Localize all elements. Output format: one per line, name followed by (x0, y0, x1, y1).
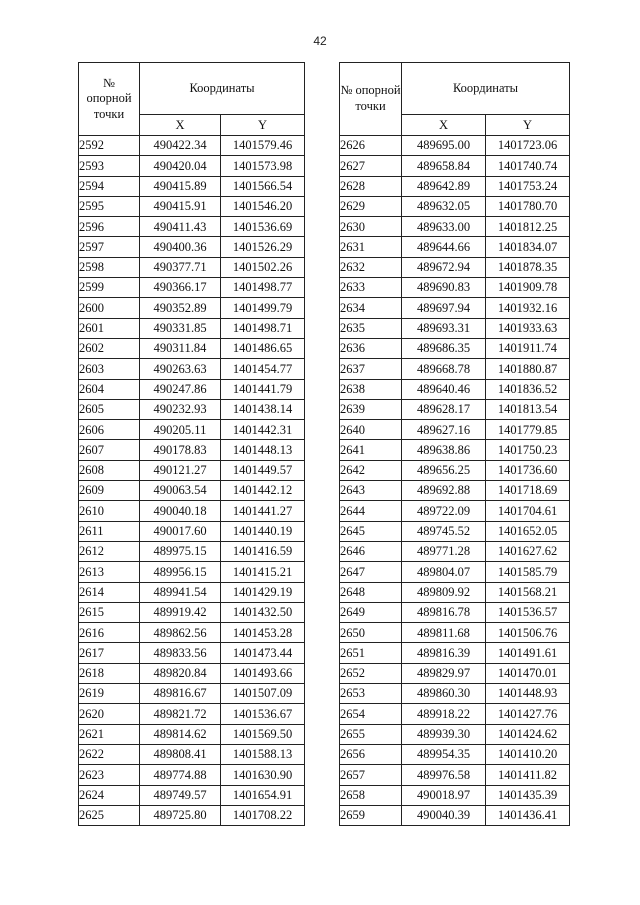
table-row (79, 379, 305, 399)
y-coordinate-cell: 1401836.52 (486, 379, 570, 399)
table-row (340, 399, 570, 419)
point-number-header: № опорной точки (340, 63, 402, 136)
x-coordinate-cell: 489633.00 (402, 217, 486, 237)
table-row (340, 237, 570, 257)
y-coordinate-cell: 1401442.12 (221, 481, 305, 501)
page-number: 42 (313, 34, 327, 48)
y-coordinate-cell: 1401878.35 (486, 257, 570, 277)
x-coordinate-cell: 489814.62 (140, 724, 221, 744)
point-number-cell: 2624 (79, 785, 140, 805)
x-coordinate-cell: 489642.89 (402, 176, 486, 196)
y-coordinate-cell: 1401454.77 (221, 359, 305, 379)
point-number-cell: 2647 (340, 562, 402, 582)
x-coordinate-cell: 489918.22 (402, 704, 486, 724)
y-coordinate-cell: 1401506.76 (486, 623, 570, 643)
x-coordinate-cell: 490040.39 (402, 805, 486, 825)
table-row (79, 440, 305, 460)
x-coordinate-cell: 490352.89 (140, 298, 221, 318)
point-number-cell: 2616 (79, 623, 140, 643)
x-coordinate-cell: 489954.35 (402, 744, 486, 764)
y-coordinate-cell: 1401585.79 (486, 562, 570, 582)
x-coordinate-cell: 489749.57 (140, 785, 221, 805)
coordinates-table-right (339, 62, 570, 826)
y-coordinate-cell: 1401440.19 (221, 521, 305, 541)
point-number-cell: 2639 (340, 399, 402, 419)
table-row (340, 196, 570, 216)
y-coordinate-cell: 1401432.50 (221, 602, 305, 622)
point-number-cell: 2645 (340, 521, 402, 541)
y-coordinate-cell: 1401932.16 (486, 298, 570, 318)
y-coordinate-cell: 1401911.74 (486, 338, 570, 358)
x-coordinate-cell: 490205.11 (140, 420, 221, 440)
x-coordinate-cell: 489632.05 (402, 196, 486, 216)
table-row (79, 481, 305, 501)
table-row (79, 684, 305, 704)
table-row (79, 805, 305, 825)
x-coordinate-cell: 489829.97 (402, 663, 486, 683)
point-number-cell: 2621 (79, 724, 140, 744)
table-row (79, 562, 305, 582)
point-number-cell: 2656 (340, 744, 402, 764)
y-coordinate-cell: 1401740.74 (486, 156, 570, 176)
table-row (79, 359, 305, 379)
point-number-cell: 2601 (79, 318, 140, 338)
y-coordinate-cell: 1401507.09 (221, 684, 305, 704)
point-number-cell: 2631 (340, 237, 402, 257)
point-number-cell: 2620 (79, 704, 140, 724)
point-number-cell: 2600 (79, 298, 140, 318)
point-number-cell: 2651 (340, 643, 402, 663)
x-coordinate-cell: 489658.84 (402, 156, 486, 176)
table-row (340, 318, 570, 338)
table-row (79, 460, 305, 480)
x-coordinate-cell: 489686.35 (402, 338, 486, 358)
table-row (340, 582, 570, 602)
y-coordinate-cell: 1401435.39 (486, 785, 570, 805)
x-coordinate-cell: 489862.56 (140, 623, 221, 643)
y-coordinate-cell: 1401579.46 (221, 136, 305, 156)
x-coordinate-cell: 490422.34 (140, 136, 221, 156)
point-number-cell: 2607 (79, 440, 140, 460)
y-coordinate-cell: 1401834.07 (486, 237, 570, 257)
y-coordinate-cell: 1401566.54 (221, 176, 305, 196)
x-coordinate-cell: 490018.97 (402, 785, 486, 805)
point-number-cell: 2611 (79, 521, 140, 541)
point-number-cell: 2596 (79, 217, 140, 237)
y-coordinate-cell: 1401813.54 (486, 399, 570, 419)
point-number-cell: 2623 (79, 765, 140, 785)
x-coordinate-cell: 489808.41 (140, 744, 221, 764)
y-coordinate-cell: 1401424.62 (486, 724, 570, 744)
point-number-cell: 2606 (79, 420, 140, 440)
point-number-cell: 2646 (340, 541, 402, 561)
table-row (340, 298, 570, 318)
point-number-cell: 2612 (79, 541, 140, 561)
table-row (340, 765, 570, 785)
point-number-cell: 2618 (79, 663, 140, 683)
point-number-cell: 2648 (340, 582, 402, 602)
x-coordinate-cell: 490400.36 (140, 237, 221, 257)
table-row (79, 623, 305, 643)
table-row (340, 541, 570, 561)
x-coordinate-cell: 489975.15 (140, 541, 221, 561)
x-coordinate-cell: 490247.86 (140, 379, 221, 399)
y-coordinate-cell: 1401411.82 (486, 765, 570, 785)
y-coordinate-cell: 1401498.77 (221, 278, 305, 298)
table-row (79, 399, 305, 419)
table-row (340, 623, 570, 643)
point-number-cell: 2638 (340, 379, 402, 399)
y-coordinate-cell: 1401736.60 (486, 460, 570, 480)
table-row (340, 562, 570, 582)
table-row (79, 785, 305, 805)
point-number-cell: 2608 (79, 460, 140, 480)
table-row (340, 521, 570, 541)
y-coordinate-cell: 1401491.61 (486, 643, 570, 663)
x-coordinate-cell: 489774.88 (140, 765, 221, 785)
y-coordinate-cell: 1401654.91 (221, 785, 305, 805)
y-coordinate-cell: 1401933.63 (486, 318, 570, 338)
y-header: Y (486, 115, 570, 136)
y-coordinate-cell: 1401588.13 (221, 744, 305, 764)
point-number-cell: 2644 (340, 501, 402, 521)
table-row (340, 602, 570, 622)
x-coordinate-cell: 490263.63 (140, 359, 221, 379)
table-row (79, 156, 305, 176)
y-coordinate-cell: 1401438.14 (221, 399, 305, 419)
y-coordinate-cell: 1401723.06 (486, 136, 570, 156)
y-coordinate-cell: 1401436.41 (486, 805, 570, 825)
x-coordinate-cell: 489804.07 (402, 562, 486, 582)
point-number-cell: 2592 (79, 136, 140, 156)
table-row (79, 602, 305, 622)
point-number-cell: 2598 (79, 257, 140, 277)
x-coordinate-cell: 489695.00 (402, 136, 486, 156)
point-number-cell: 2603 (79, 359, 140, 379)
y-coordinate-cell: 1401427.76 (486, 704, 570, 724)
x-coordinate-cell: 489722.09 (402, 501, 486, 521)
table-row (340, 278, 570, 298)
x-coordinate-cell: 489668.78 (402, 359, 486, 379)
table-row (79, 521, 305, 541)
point-number-cell: 2633 (340, 278, 402, 298)
table-row (79, 704, 305, 724)
coordinates-header: Координаты (402, 63, 570, 115)
x-coordinate-cell: 489816.67 (140, 684, 221, 704)
x-coordinate-cell: 490415.91 (140, 196, 221, 216)
point-number-cell: 2593 (79, 156, 140, 176)
x-coordinate-cell: 489725.80 (140, 805, 221, 825)
x-coordinate-cell: 490178.83 (140, 440, 221, 460)
x-coordinate-cell: 489919.42 (140, 602, 221, 622)
y-coordinate-cell: 1401718.69 (486, 481, 570, 501)
table-row (340, 744, 570, 764)
point-number-cell: 2628 (340, 176, 402, 196)
x-coordinate-cell: 489809.92 (402, 582, 486, 602)
y-coordinate-cell: 1401750.23 (486, 440, 570, 460)
y-coordinate-cell: 1401630.90 (221, 765, 305, 785)
point-number-cell: 2636 (340, 338, 402, 358)
point-number-cell: 2653 (340, 684, 402, 704)
y-coordinate-cell: 1401780.70 (486, 196, 570, 216)
coordinates-header: Координаты (140, 63, 305, 115)
table-row (79, 217, 305, 237)
x-coordinate-cell: 490411.43 (140, 217, 221, 237)
point-number-cell: 2629 (340, 196, 402, 216)
x-header: X (402, 115, 486, 136)
point-number-cell: 2619 (79, 684, 140, 704)
point-number-cell: 2634 (340, 298, 402, 318)
table-row (340, 805, 570, 825)
x-coordinate-cell: 490377.71 (140, 257, 221, 277)
y-coordinate-cell: 1401546.20 (221, 196, 305, 216)
table-row (340, 704, 570, 724)
x-coordinate-cell: 489816.39 (402, 643, 486, 663)
y-coordinate-cell: 1401470.01 (486, 663, 570, 683)
y-coordinate-cell: 1401442.31 (221, 420, 305, 440)
table-row (340, 338, 570, 358)
y-coordinate-cell: 1401568.21 (486, 582, 570, 602)
x-coordinate-cell: 489690.83 (402, 278, 486, 298)
x-coordinate-cell: 489644.66 (402, 237, 486, 257)
point-number-cell: 2626 (340, 136, 402, 156)
point-number-cell: 2641 (340, 440, 402, 460)
y-coordinate-cell: 1401415.21 (221, 562, 305, 582)
y-coordinate-cell: 1401441.27 (221, 501, 305, 521)
point-number-header: № опорной точки (79, 63, 140, 136)
y-coordinate-cell: 1401573.98 (221, 156, 305, 176)
table-row (79, 541, 305, 561)
y-coordinate-cell: 1401779.85 (486, 420, 570, 440)
point-number-cell: 2625 (79, 805, 140, 825)
x-coordinate-cell: 489860.30 (402, 684, 486, 704)
y-coordinate-cell: 1401526.29 (221, 237, 305, 257)
table-row (340, 481, 570, 501)
point-number-cell: 2657 (340, 765, 402, 785)
y-coordinate-cell: 1401569.50 (221, 724, 305, 744)
point-number-cell: 2654 (340, 704, 402, 724)
x-coordinate-cell: 489640.46 (402, 379, 486, 399)
x-coordinate-cell: 489956.15 (140, 562, 221, 582)
x-coordinate-cell: 489656.25 (402, 460, 486, 480)
y-coordinate-cell: 1401493.66 (221, 663, 305, 683)
y-coordinate-cell: 1401449.57 (221, 460, 305, 480)
table-row (340, 359, 570, 379)
x-coordinate-cell: 489627.16 (402, 420, 486, 440)
x-coordinate-cell: 489811.68 (402, 623, 486, 643)
y-coordinate-cell: 1401502.26 (221, 257, 305, 277)
point-number-cell: 2652 (340, 663, 402, 683)
table-row (340, 156, 570, 176)
point-number-cell: 2605 (79, 399, 140, 419)
table-row (79, 582, 305, 602)
y-coordinate-cell: 1401498.71 (221, 318, 305, 338)
x-coordinate-cell: 489692.88 (402, 481, 486, 501)
point-number-cell: 2597 (79, 237, 140, 257)
y-coordinate-cell: 1401704.61 (486, 501, 570, 521)
x-coordinate-cell: 489693.31 (402, 318, 486, 338)
table-row (340, 663, 570, 683)
point-number-cell: 2658 (340, 785, 402, 805)
table-row (340, 176, 570, 196)
x-coordinate-cell: 489697.94 (402, 298, 486, 318)
point-number-cell: 2659 (340, 805, 402, 825)
x-coordinate-cell: 490311.84 (140, 338, 221, 358)
point-number-cell: 2643 (340, 481, 402, 501)
y-coordinate-cell: 1401410.20 (486, 744, 570, 764)
y-coordinate-cell: 1401453.28 (221, 623, 305, 643)
table-row (79, 744, 305, 764)
table-row (79, 298, 305, 318)
table-row (79, 765, 305, 785)
x-coordinate-cell: 490415.89 (140, 176, 221, 196)
table-row (79, 278, 305, 298)
y-coordinate-cell: 1401708.22 (221, 805, 305, 825)
x-coordinate-cell: 489745.52 (402, 521, 486, 541)
x-coordinate-cell: 490063.54 (140, 481, 221, 501)
y-coordinate-cell: 1401536.67 (221, 704, 305, 724)
table-row (79, 420, 305, 440)
x-coordinate-cell: 490040.18 (140, 501, 221, 521)
point-number-cell: 2610 (79, 501, 140, 521)
point-number-cell: 2635 (340, 318, 402, 338)
point-number-cell: 2655 (340, 724, 402, 744)
y-coordinate-cell: 1401441.79 (221, 379, 305, 399)
point-number-cell: 2617 (79, 643, 140, 663)
x-coordinate-cell: 490420.04 (140, 156, 221, 176)
table-row (340, 379, 570, 399)
point-number-cell: 2642 (340, 460, 402, 480)
table-row (340, 643, 570, 663)
table-row (79, 176, 305, 196)
point-number-cell: 2604 (79, 379, 140, 399)
table-row (340, 217, 570, 237)
y-coordinate-cell: 1401499.79 (221, 298, 305, 318)
point-number-cell: 2630 (340, 217, 402, 237)
table-row (79, 501, 305, 521)
point-number-cell: 2602 (79, 338, 140, 358)
y-coordinate-cell: 1401473.44 (221, 643, 305, 663)
point-number-cell: 2613 (79, 562, 140, 582)
x-coordinate-cell: 489941.54 (140, 582, 221, 602)
table-row (340, 136, 570, 156)
table-row (79, 338, 305, 358)
point-number-cell: 2649 (340, 602, 402, 622)
table-row (79, 257, 305, 277)
y-coordinate-cell: 1401416.59 (221, 541, 305, 561)
y-coordinate-cell: 1401880.87 (486, 359, 570, 379)
table-row (79, 136, 305, 156)
point-number-cell: 2594 (79, 176, 140, 196)
x-coordinate-cell: 489976.58 (402, 765, 486, 785)
x-coordinate-cell: 489638.86 (402, 440, 486, 460)
x-coordinate-cell: 489833.56 (140, 643, 221, 663)
table-row (340, 684, 570, 704)
y-coordinate-cell: 1401627.62 (486, 541, 570, 561)
coordinates-table-left (78, 62, 305, 826)
x-coordinate-cell: 490232.93 (140, 399, 221, 419)
point-number-cell: 2622 (79, 744, 140, 764)
table-row (340, 257, 570, 277)
x-coordinate-cell: 489816.78 (402, 602, 486, 622)
table-row (340, 724, 570, 744)
point-number-cell: 2595 (79, 196, 140, 216)
y-coordinate-cell: 1401448.13 (221, 440, 305, 460)
x-coordinate-cell: 490331.85 (140, 318, 221, 338)
x-coordinate-cell: 490121.27 (140, 460, 221, 480)
point-number-cell: 2637 (340, 359, 402, 379)
y-coordinate-cell: 1401812.25 (486, 217, 570, 237)
x-coordinate-cell: 489771.28 (402, 541, 486, 561)
table-row (79, 318, 305, 338)
point-number-cell: 2599 (79, 278, 140, 298)
y-coordinate-cell: 1401486.65 (221, 338, 305, 358)
table-row (340, 501, 570, 521)
table-row (340, 785, 570, 805)
x-coordinate-cell: 489672.94 (402, 257, 486, 277)
x-coordinate-cell: 489939.30 (402, 724, 486, 744)
point-number-cell: 2614 (79, 582, 140, 602)
table-row (79, 196, 305, 216)
x-header: X (140, 115, 221, 136)
x-coordinate-cell: 489820.84 (140, 663, 221, 683)
table-row (79, 663, 305, 683)
y-header: Y (221, 115, 305, 136)
point-number-cell: 2615 (79, 602, 140, 622)
y-coordinate-cell: 1401429.19 (221, 582, 305, 602)
table-row (79, 724, 305, 744)
x-coordinate-cell: 490366.17 (140, 278, 221, 298)
table-row (340, 460, 570, 480)
y-coordinate-cell: 1401753.24 (486, 176, 570, 196)
point-number-cell: 2609 (79, 481, 140, 501)
x-coordinate-cell: 489628.17 (402, 399, 486, 419)
y-coordinate-cell: 1401652.05 (486, 521, 570, 541)
point-number-cell: 2632 (340, 257, 402, 277)
x-coordinate-cell: 490017.60 (140, 521, 221, 541)
y-coordinate-cell: 1401448.93 (486, 684, 570, 704)
y-coordinate-cell: 1401909.78 (486, 278, 570, 298)
point-number-cell: 2640 (340, 420, 402, 440)
point-number-cell: 2650 (340, 623, 402, 643)
table-row (79, 237, 305, 257)
table-row (340, 420, 570, 440)
x-coordinate-cell: 489821.72 (140, 704, 221, 724)
table-row (79, 643, 305, 663)
y-coordinate-cell: 1401536.57 (486, 602, 570, 622)
y-coordinate-cell: 1401536.69 (221, 217, 305, 237)
point-number-cell: 2627 (340, 156, 402, 176)
table-row (340, 440, 570, 460)
